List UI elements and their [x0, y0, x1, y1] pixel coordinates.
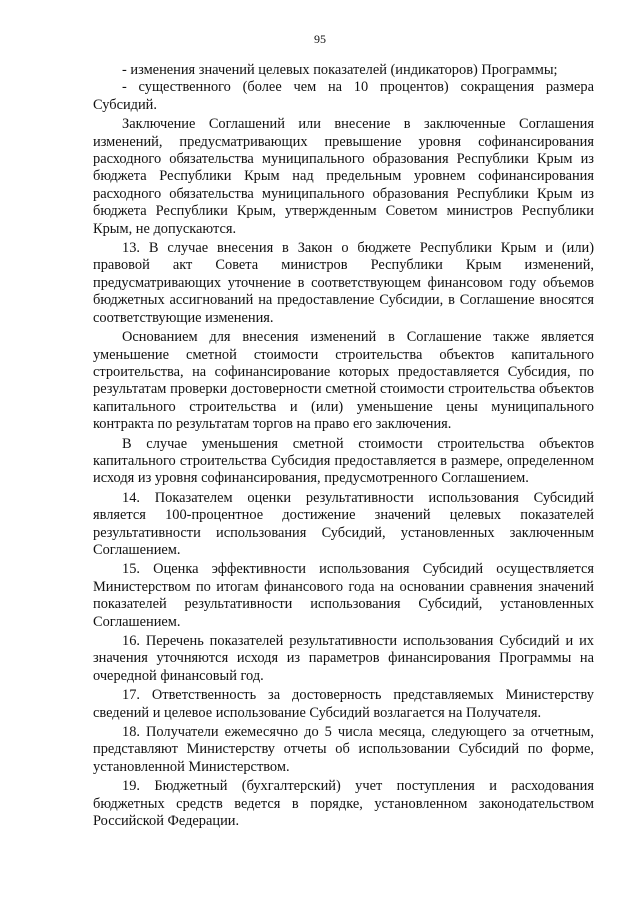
paragraph-14-performance-indicator: 14. Показателем оценки результативности использования Субсидий является 100-процентное достижение значений целевых показателей результативности использования Субсидий, установленных заключенным Соглашением.: [93, 489, 594, 558]
page-number: 95: [314, 32, 326, 46]
paragraph-target-indicators-change: - изменения значений целевых показателей (индикаторов) Программы;: [122, 62, 558, 78]
paragraph-subsidy-reduction: - существенного (более чем на 10 процентов) сокращения размера Субсидий.: [93, 79, 594, 113]
paragraph-16-indicator-list: 16. Перечень показателей результативности использования Субсидий и их значения уточняются исходя из параметров финансирования Программы на очередной финансовый год.: [93, 633, 594, 684]
paragraph-17-responsibility: 17. Ответственность за достоверность представляемых Министерству сведений и целевое использование Субсидий возлагается на Получателя.: [93, 687, 594, 721]
paragraph-15-efficiency-assessment: 15. Оценка эффективности использования Субсидий осуществляется Министерством по итогам финансового года на основании сравнения значений показателей результативности использования Субсидий, установленных Соглашением.: [93, 561, 594, 630]
paragraph-cofinancing-limit: Заключение Соглашений или внесение в заключенные Соглашения изменений, предусматривающих превышение уровня софинансирования расходного обязательства муниципального образования Республики Крым из бюджета Республики Крым над предельным уровнем софинансирования расходного обязательства муниципального образования Республики Крым из бюджета Республики Крым, утвержденным Советом министров Республики Крым, не допускаются.: [93, 116, 594, 237]
document-body: [93, 62, 594, 830]
paragraph-13-budget-law-changes: 13. В случае внесения в Закон о бюджете Республики Крым и (или) правовой акт Совета министров Республики Крым изменений, предусматривающих уточнение в соответствующем финансовом году объемов бюджетных ассигнований на предоставление Субсидии, в Соглашение вносятся соответствующие изменения.: [93, 240, 594, 326]
paragraph-subsidy-amount-on-reduction: В случае уменьшения сметной стоимости строительства объектов капитального строительства Субсидия предоставляется в размере, определенном исходя из уровня софинансирования, предусмотренного Соглашением.: [93, 435, 594, 487]
paragraph-19-budget-accounting: 19. Бюджетный (бухгалтерский) учет поступления и расходования бюджетных средств ведется в порядке, установленном законодательством Российской Федерации.: [93, 778, 594, 830]
paragraph-18-monthly-reports: 18. Получатели ежемесячно до 5 числа месяца, следующего за отчетным, представляют Министерству отчеты об использовании Субсидий по форме, установленной Министерством.: [93, 724, 594, 775]
paragraph-cost-reduction-basis: Основанием для внесения изменений в Соглашение также является уменьшение сметной стоимости строительства объектов капитального строительства, на софинансирование которых предоставляется Субсидия, по результатам проверки достоверности сметной стоимости строительства объектов капитального строительства и (или) уменьшение цены муниципального контракта по результатам торгов на право его заключения.: [93, 329, 594, 433]
